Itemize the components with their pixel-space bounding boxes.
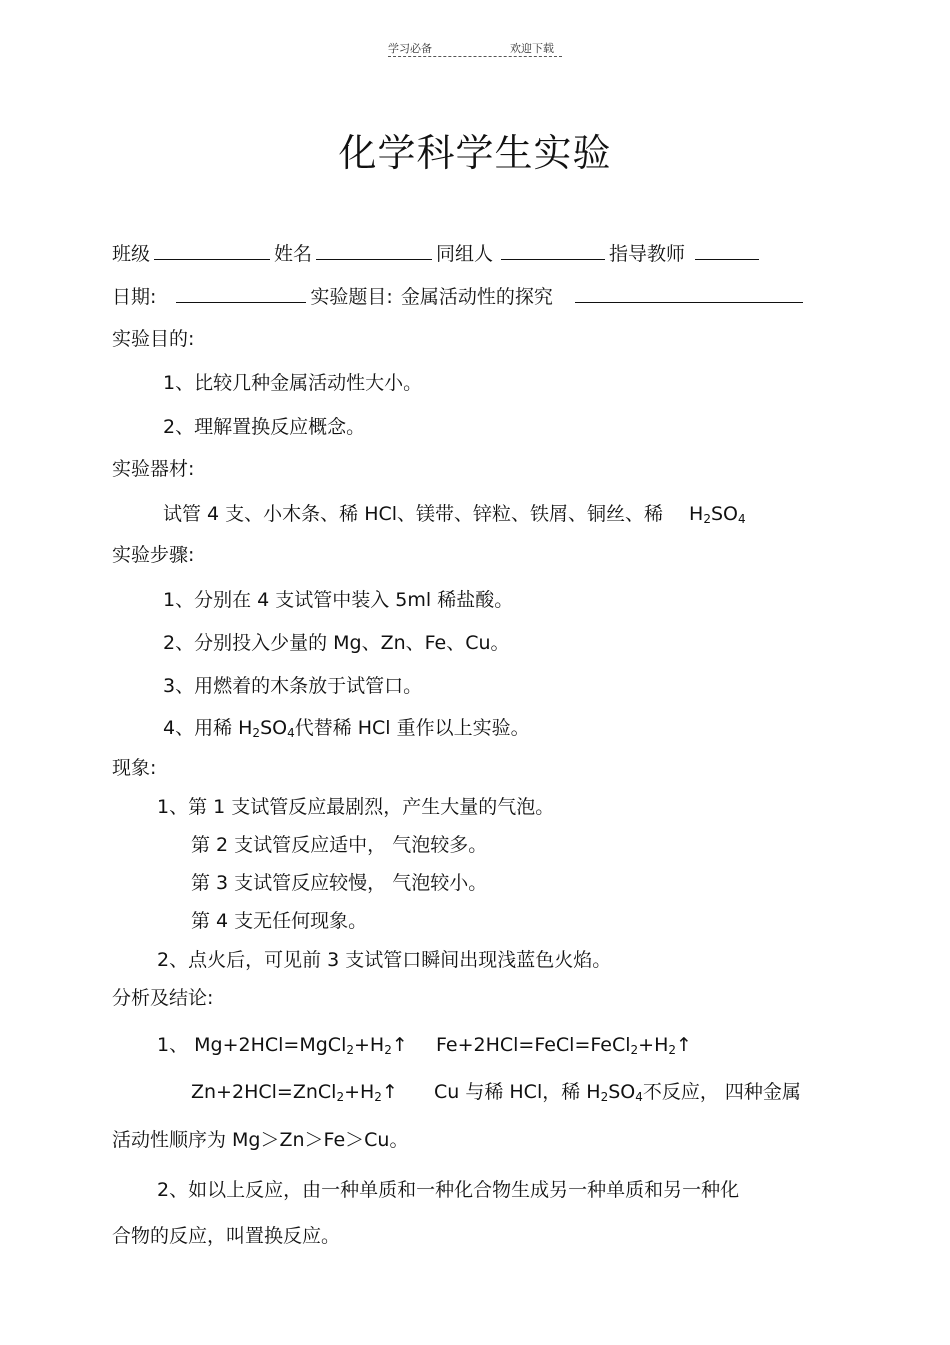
phenomenon-item: 1、第 1 支试管反应最剧烈，产生大量的气泡。 [157,796,555,818]
equation-mg: 1、 $Mg+2HCl=MgCl_2+H_2↑$ [157,1034,408,1057]
name-label: 姓名 [274,243,313,265]
cu-statement: Cu 与稀 HCl，稀 $H_2SO_4$不反应， 四种金属 [434,1081,801,1104]
class-label: 班级 [112,243,151,265]
phenomena-heading: 现象: [112,757,157,779]
step-item: 2、分别投入少量的 Mg、Zn、Fe、Cu。 [163,632,510,654]
name-blank [316,241,432,260]
materials-text [163,502,746,526]
purpose-item: 1、比较几种金属活动性大小。 [163,372,423,394]
class-blank [154,241,270,260]
group-blank [501,241,605,260]
info-row-2 [112,284,807,309]
step-item: 3、用燃着的木条放于试管口。 [163,675,423,697]
topic-value: 金属活动性的探究 [400,286,553,308]
info-row-1 [112,241,763,266]
topic-blank [575,284,803,303]
conclusion-line: 2、如以上反应，由一种单质和一种化合物生成另一种单质和另一种化 [157,1179,740,1201]
phenomenon-item: 第 3 支试管反应较慢， 气泡较小。 [191,872,488,894]
purpose-item: 2、理解置换反应概念。 [163,416,366,438]
materials-heading: 实验器材: [112,458,195,480]
topic-label: 实验题目: [310,286,393,308]
page-title: 化学科学生实验 [338,131,612,175]
header-right-text: 欢迎下载 [510,42,554,55]
purpose-heading: 实验目的: [112,328,195,350]
date-label: 日期: [112,286,157,308]
phenomenon-item: 第 2 支试管反应适中， 气泡较多。 [191,834,488,856]
steps-heading: 实验步骤: [112,544,195,566]
materials-list: 试管 4 支、小木条、稀 HCl、镁带、锌粒、铁屑、铜丝、稀 [163,503,664,525]
equation-zn: $Zn+2HCl=ZnCl_2+H_2↑$ [191,1081,398,1104]
header-left-text: 学习必备 [388,42,432,55]
date-blank [176,284,306,303]
group-label: 同组人 [436,243,494,265]
h2so4-formula: $H_2SO_4$ [689,503,746,526]
phenomenon-item: 第 4 支无任何现象。 [191,910,368,932]
teacher-label: 指导教师 [609,243,686,265]
equation-fe: $Fe+2HCl=FeCl=FeCl_2+H_2↑$ [436,1034,692,1057]
step-item: 1、分别在 4 支试管中装入 5ml 稀盐酸。 [163,589,514,611]
header-divider [388,56,562,57]
analysis-heading: 分析及结论: [112,987,214,1009]
step-item: 4、用稀 $H_2SO_4$代替稀 HCl 重作以上实验。 [163,717,530,740]
teacher-blank [695,241,759,260]
conclusion-line: 合物的反应，叫置换反应。 [112,1225,341,1247]
activity-order: 活动性顺序为 Mg＞Zn＞Fe＞Cu。 [112,1129,409,1151]
phenomenon-item: 2、点火后，可见前 3 支试管口瞬间出现浅蓝色火焰。 [157,949,612,971]
